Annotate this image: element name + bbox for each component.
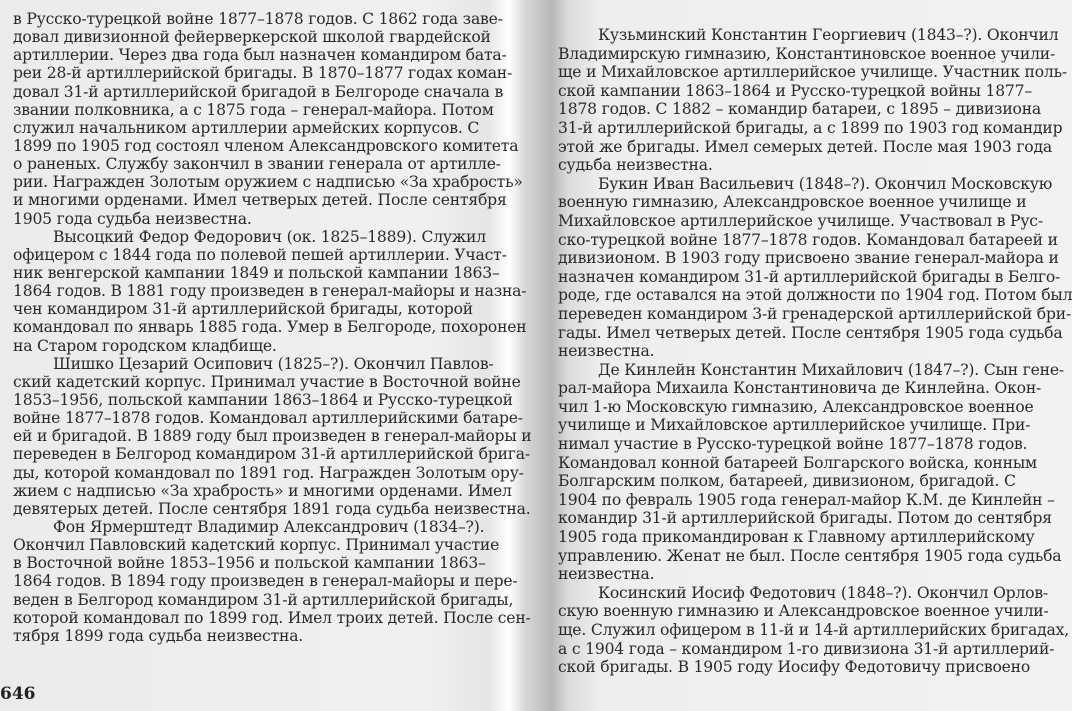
text-line: реи 28-й артиллерийской бригады. В 1870–1877 годах коман- xyxy=(13,64,513,83)
right-page xyxy=(558,26,1072,677)
text-line: ей и бригадой. В 1889 году был произведен в генерал-майоры и xyxy=(13,427,532,446)
text-line: 1905 года прикомандирован к Главному артиллерийскому xyxy=(558,528,1035,547)
text-line: которой командовал по 1899 год. Имел троих детей. После сен- xyxy=(13,608,531,627)
text-line: Букин Иван Васильевич (1848–?). Окончил Московскую xyxy=(598,174,1053,193)
text-line: неизвестна. xyxy=(558,342,655,361)
text-line: Болгарским полком, батареей, дивизионом, бригадой. С xyxy=(558,472,1016,491)
text-line: гады. Имел четверых детей. После сентября 1905 года судьба xyxy=(558,323,1063,342)
text-line: о раненых. Службу закончил в звании генерала от артилле- xyxy=(13,155,501,174)
text-line: ско-турецкой войне 1877–1878 годов. Командовал батареей и xyxy=(558,230,1058,249)
text-line: 1853–1956, польской кампании 1863–1864 и Русско-турецкой xyxy=(13,390,513,409)
text-line: судьба неизвестна. xyxy=(558,156,713,175)
text-line: на Старом городском кладбище. xyxy=(13,336,277,355)
text-line: этой же бригады. Имел семерых детей. После мая 1903 года xyxy=(558,137,1052,156)
text-line: командир 31-й артиллерийской бригады. Потом до сентября xyxy=(558,509,1052,528)
left-page xyxy=(13,10,532,645)
text-line: командовал по январь 1885 года. Умер в Белгороде, похоронен xyxy=(13,318,527,337)
text-line: переведен командиром 3-й гренадерской артиллерийской бри- xyxy=(558,304,1072,323)
paragraph xyxy=(558,26,1067,175)
text-line: нимал участие в Русско-турецкой войне 1877–1878 годов. xyxy=(558,435,1028,454)
text-line: в Восточной войне 1853–1956 и польской кампании 1863– xyxy=(13,554,486,573)
text-line: ской кампании 1863–1864 и Русско-турецкой войны 1877– xyxy=(558,81,1032,100)
text-line: 1899 по 1905 год состоял членом Александровского комитета xyxy=(13,136,519,155)
text-line: Де Кинлейн Константин Михайлович (1847–?). Сын гене- xyxy=(598,360,1064,379)
text-line: ской бригады. В 1905 году Иосифу Федотовичу присвоено xyxy=(558,658,1031,677)
paragraph xyxy=(13,227,527,355)
text-line: 1904 по февраль 1905 года генерал-майор К.М. де Кинлейн – xyxy=(558,490,1055,509)
text-line: Владимирскую гимназию, Константиновское военное учили- xyxy=(558,44,1056,63)
text-line: 31-й артиллерийской бригады, а с 1899 по 1903 год командир xyxy=(558,118,1063,137)
text-line: Шишко Цезарий Осипович (1825–?). Окончил Павлов- xyxy=(53,354,494,373)
text-line: рии. Награжден Золотым оружием с надписью «За храбрость» xyxy=(13,173,523,192)
paragraph xyxy=(558,583,1069,677)
text-line: ник венгерской кампании 1849 и польской кампании 1863– xyxy=(13,263,500,282)
page-number: 646 xyxy=(0,684,36,704)
text-line: рал-майора Михаила Константиновича де Кинлейна. Окон- xyxy=(558,379,1042,398)
text-line: 1864 годов. В 1894 году произведен в генерал-майоры и пере- xyxy=(13,572,518,591)
text-line: переведен в Белгород командиром 31-й артиллерийской брига- xyxy=(13,445,530,464)
text-line: жием с надписью «За храбрость» и многими орденами. Имел xyxy=(13,481,512,500)
text-line: ще. Служил офицером в 11-й и 14-й артиллерийских бригадах, xyxy=(558,621,1069,639)
text-line: неизвестна. xyxy=(558,565,655,584)
text-line: 1864 годов. В 1881 году произведен в генерал-майоры и назна- xyxy=(13,282,527,301)
text-line: чил 1-ю Московскую гимназию, Александровское военное xyxy=(558,397,1034,416)
text-line: тября 1899 года судьба неизвестна. xyxy=(13,626,304,645)
text-line: военную гимназию, Александровское военное училище и xyxy=(558,193,1027,212)
text-line: в Русско-турецкой войне 1877–1878 годов. С 1862 года заве- xyxy=(13,10,503,28)
text-line: довал дивизионной фейерверкерской школой гвардейской xyxy=(13,28,491,47)
text-line: ще и Михайловское артиллерийское училище. Участник поль- xyxy=(558,63,1067,82)
text-line: роде, где оставался на этой должности по 1904 год. Потом был xyxy=(558,286,1072,305)
text-line: ский кадетский корпус. Принимал участие в Восточной войне xyxy=(13,372,521,391)
text-line: а с 1904 года – командиром 1-го дивизиона 31-й артиллерий- xyxy=(558,639,1055,658)
paragraph xyxy=(558,174,1072,361)
text-line: чен командиром 31-й артиллерийской бригады, которой xyxy=(13,300,473,319)
text-line: скую военную гимназию и Александровское военное учили- xyxy=(558,602,1049,621)
text-line: училище и Михайловское артиллерийское училище. При- xyxy=(558,416,1031,435)
text-line: и многими орденами. Имел четверых детей. После сентября xyxy=(13,191,507,210)
text-line: управлению. Женат не был. После сентября 1905 года судьба xyxy=(558,546,1062,565)
text-line: девятерых детей. После сентября 1891 года судьба неизвестна. xyxy=(13,499,531,518)
text-line: 1878 годов. С 1882 – командир батареи, с 1895 – дивизиона xyxy=(558,100,1042,119)
text-line: 1905 года судьба неизвестна. xyxy=(13,209,252,228)
paragraph xyxy=(13,10,523,228)
text-line: служил начальником артиллерии армейских корпусов. С xyxy=(13,118,480,137)
text-line: Кузьминский Константин Георгиевич (1843–?). Окончил xyxy=(598,26,1059,44)
text-line: Высоцкий Федор Федорович (ок. 1825–1889). Служил xyxy=(53,227,486,246)
text-line: офицером с 1844 года по полевой пешей артиллерии. Участ- xyxy=(13,245,507,264)
text-line: Окончил Павловский кадетский корпус. Принимал участие xyxy=(13,536,500,555)
paragraph xyxy=(558,360,1064,584)
paragraph xyxy=(13,517,531,645)
text-line: дивизионом. В 1903 году присвоено звание генерал-майора и xyxy=(558,249,1059,268)
text-line: войне 1877–1878 годов. Командовал артиллерийскими батаре- xyxy=(13,409,523,428)
text-line: Фон Ярмерштедт Владимир Александрович (1834–?). xyxy=(53,517,485,536)
text-line: Михайловское артиллерийское училище. Участвовал в Рус- xyxy=(558,211,1043,230)
text-line: довал 31-й артиллерийской бригадой в Белгороде сначала в xyxy=(13,82,504,101)
text-line: артиллерии. Через два года был назначен командиром бата- xyxy=(13,46,507,65)
paragraph xyxy=(13,354,532,518)
text-line: Командовал конной батареей Болгарского войска, конным xyxy=(558,453,1037,472)
text-line: Косинский Иосиф Федотович (1848–?). Окончил Орлов- xyxy=(598,583,1049,602)
text-line: веден в Белгород командиром 31-й артиллерийской бригады, xyxy=(13,590,514,609)
text-line: звании полковника, а с 1875 года – генерал-майора. Потом xyxy=(13,100,494,119)
text-line: ды, которой командовал по 1891 год. Награжден Золотым ору- xyxy=(13,463,524,482)
text-line: назначен командиром 31-й артиллерийской бригады в Белго- xyxy=(558,267,1061,286)
